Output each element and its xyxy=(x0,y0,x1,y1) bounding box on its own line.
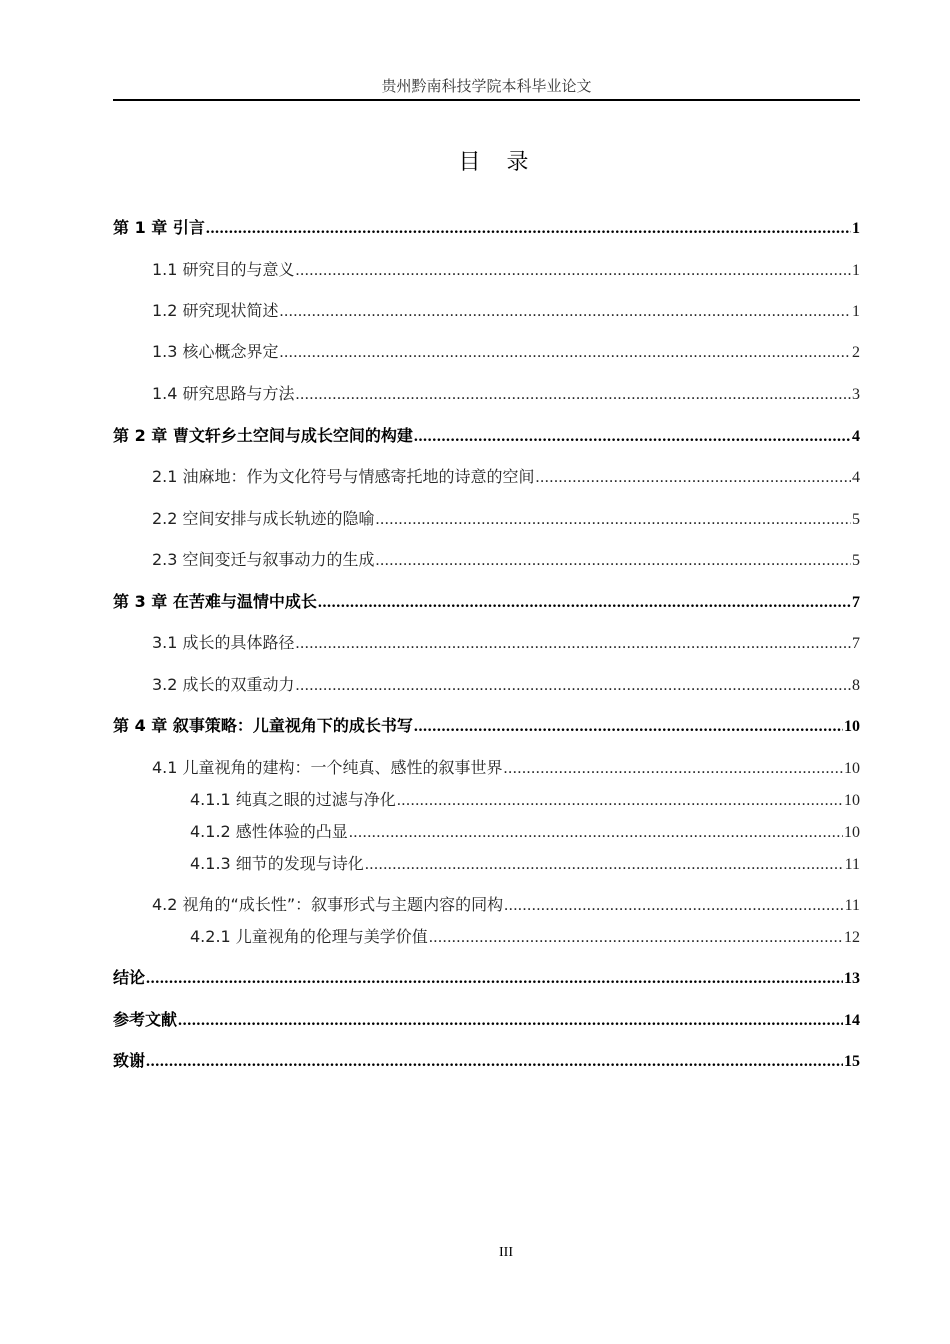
toc-entry-page: 13 xyxy=(844,970,860,987)
toc-entry-label: 4.1 儿童视角的建构：一个纯真、感性的叙事世界 xyxy=(152,758,503,777)
toc-dot-leader xyxy=(504,895,843,917)
toc-entry-page: 7 xyxy=(852,635,860,652)
toc-entry-label: 第 4 章 叙事策略：儿童视角下的成长书写 xyxy=(113,716,413,735)
toc-dot-leader xyxy=(414,426,851,448)
toc-subsection-entry[interactable] xyxy=(190,853,860,876)
toc-section-entry[interactable] xyxy=(152,674,860,697)
toc-dot-leader xyxy=(376,509,851,531)
toc-section-entry[interactable] xyxy=(152,508,860,531)
toc-section-entry[interactable] xyxy=(152,341,860,364)
toc-dot-leader xyxy=(296,384,851,406)
toc-entry-page: 10 xyxy=(844,824,860,841)
toc-chapter-entry[interactable] xyxy=(113,1050,860,1073)
toc-section-entry[interactable] xyxy=(152,300,860,323)
toc-entry-page: 2 xyxy=(852,344,860,361)
toc-chapter-entry[interactable] xyxy=(113,967,860,990)
toc-chapter-entry[interactable] xyxy=(113,591,860,614)
toc-dot-leader xyxy=(146,1051,843,1073)
toc-entry-label: 1.3 核心概念界定 xyxy=(152,342,279,361)
toc-dot-leader xyxy=(376,550,851,572)
toc-entry-label: 第 2 章 曹文轩乡土空间与成长空间的构建 xyxy=(113,426,413,445)
toc-entry-page: 10 xyxy=(844,792,860,809)
toc-entry-label: 2.2 空间安排与成长轨迹的隐喻 xyxy=(152,509,375,528)
toc-dot-leader xyxy=(178,1010,843,1032)
running-header: 贵州黔南科技学院本科毕业论文 xyxy=(381,77,592,95)
toc-entry-page: 14 xyxy=(844,1012,860,1029)
toc-entry-label: 第 1 章 引言 xyxy=(113,218,205,237)
toc-entry-page: 11 xyxy=(844,897,860,914)
toc-entry-page: 1 xyxy=(852,303,860,320)
toc-entry-label: 1.4 研究思路与方法 xyxy=(152,384,295,403)
toc-dot-leader xyxy=(206,218,851,240)
toc-entry-page: 11 xyxy=(844,856,860,873)
toc-dot-leader xyxy=(414,716,843,738)
toc-entry-page: 1 xyxy=(852,262,860,279)
toc-entry-page: 4 xyxy=(852,428,860,445)
toc-chapter-entry[interactable] xyxy=(113,217,860,240)
toc-entry-label: 4.1.2 感性体验的凸显 xyxy=(190,822,348,841)
toc-entry-label: 4.2.1 儿童视角的伦理与美学价值 xyxy=(190,927,428,946)
toc-entry-page: 10 xyxy=(844,718,860,735)
toc-dot-leader xyxy=(280,342,851,364)
toc-dot-leader xyxy=(536,467,851,489)
toc-section-entry[interactable] xyxy=(152,466,860,489)
toc-section-entry[interactable] xyxy=(152,259,860,282)
toc-entry-label: 4.1.1 纯真之眼的过滤与净化 xyxy=(190,790,396,809)
toc-dot-leader xyxy=(365,854,844,876)
toc-entry-page: 12 xyxy=(844,929,860,946)
toc-entry-label: 4.1.3 细节的发现与诗化 xyxy=(190,854,364,873)
toc-dot-leader xyxy=(296,260,851,282)
toc-entry-page: 5 xyxy=(852,552,860,569)
toc-entry-page: 10 xyxy=(844,760,860,777)
toc-section-entry[interactable] xyxy=(152,757,860,780)
toc-dot-leader xyxy=(504,758,843,780)
toc-chapter-entry[interactable] xyxy=(113,1009,860,1032)
toc-section-entry[interactable] xyxy=(152,894,860,917)
toc-entry-page: 15 xyxy=(844,1053,860,1070)
toc-subsection-entry[interactable] xyxy=(190,821,860,844)
toc-section-entry[interactable] xyxy=(152,549,860,572)
toc-entry-label: 第 3 章 在苦难与温情中成长 xyxy=(113,592,317,611)
toc-dot-leader xyxy=(318,592,851,614)
toc-dot-leader xyxy=(397,790,843,812)
toc-entry-label: 2.1 油麻地：作为文化符号与情感寄托地的诗意的空间 xyxy=(152,467,535,486)
toc-entry-page: 1 xyxy=(852,220,860,237)
toc-dot-leader xyxy=(429,927,843,949)
toc-entry-page: 7 xyxy=(852,594,860,611)
page-number: III xyxy=(499,1245,513,1260)
toc-subsection-entry[interactable] xyxy=(190,789,860,812)
toc-section-entry[interactable] xyxy=(152,383,860,406)
toc-chapter-entry[interactable] xyxy=(113,715,860,738)
toc-entry-label: 2.3 空间变迁与叙事动力的生成 xyxy=(152,550,375,569)
toc-entry-label: 结论 xyxy=(113,968,146,987)
toc-chapter-entry[interactable] xyxy=(113,425,860,448)
toc-section-entry[interactable] xyxy=(152,632,860,655)
toc-title: 目录 xyxy=(458,150,555,175)
toc-subsection-entry[interactable] xyxy=(190,926,860,949)
toc-entry-label: 4.2 视角的“成长性”：叙事形式与主题内容的同构 xyxy=(152,895,504,914)
toc-entry-label: 1.2 研究现状简述 xyxy=(152,301,279,320)
toc-dot-leader xyxy=(280,301,851,323)
toc-dot-leader xyxy=(296,633,851,655)
toc-entry-page: 5 xyxy=(852,511,860,528)
toc-dot-leader xyxy=(296,675,851,697)
toc-entry-label: 参考文献 xyxy=(113,1010,178,1029)
toc-entry-label: 3.2 成长的双重动力 xyxy=(152,675,295,694)
toc-entry-label: 致谢 xyxy=(113,1051,146,1070)
toc-entry-label: 1.1 研究目的与意义 xyxy=(152,260,295,279)
toc-dot-leader xyxy=(146,968,843,990)
toc-entry-label: 3.1 成长的具体路径 xyxy=(152,633,295,652)
toc-entry-page: 3 xyxy=(852,386,860,403)
toc-entry-page: 8 xyxy=(852,677,860,694)
toc-dot-leader xyxy=(349,822,843,844)
toc-entry-page: 4 xyxy=(852,469,860,486)
